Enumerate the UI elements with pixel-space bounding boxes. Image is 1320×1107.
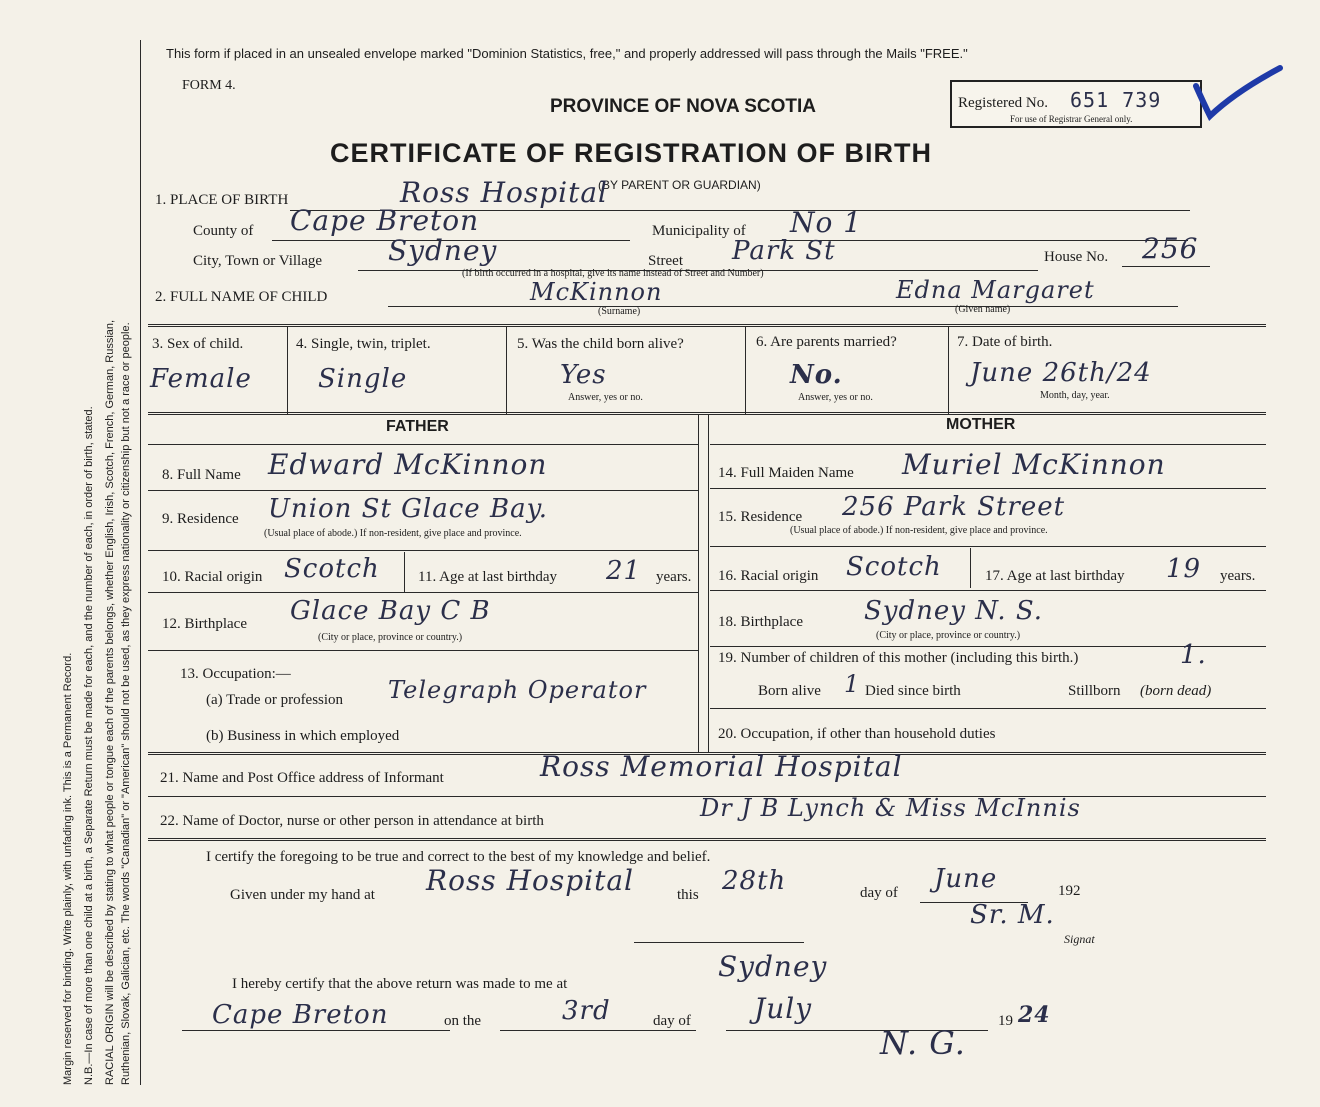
died-since-birth-label: Died since birth [865,683,961,699]
county-value: Cape Breton [290,204,480,237]
mother-residence-label: 15. Residence [718,509,803,525]
registrar-place-value: Sydney [718,950,828,983]
father-trade-label: (a) Trade or profession [206,692,344,708]
signature-label: Signat [1064,932,1095,946]
informant-value: Ross Memorial Hospital [540,750,903,783]
born-alive-value: Yes [560,360,607,390]
registrar-initials: N. G. [880,1024,966,1062]
parents-married-value: No. [790,360,843,390]
stillborn-label: Stillborn [1068,683,1121,699]
mother-birthplace-label: 18. Birthplace [718,614,803,630]
mother-race-value: Scotch [846,552,942,582]
form-number: FORM 4. [182,78,236,93]
registration-box [950,80,1202,128]
cert-year-label: 192 [1058,883,1081,899]
born-alive-caption: Answer, yes or no. [568,392,643,403]
cert-day-of-label: day of [860,885,898,901]
father-race-label: 10. Racial origin [162,569,263,585]
mother-name-label: 14. Full Maiden Name [718,465,854,481]
father-heading: FATHER [386,418,449,435]
municipality-label: Municipality of [652,223,746,239]
mother-age-value: 19 [1166,554,1202,584]
street-label: Street [648,253,683,269]
given-caption: (Given name) [955,304,1011,315]
province-heading: PROVINCE OF NOVA SCOTIA [550,96,817,117]
born-alive-label: 5. Was the child born alive? [517,336,684,352]
margin-note-3: RACIAL ORIGIN will be described by stating to what people or tongue each of the parents belongs, whether English, Irish, Scotch, French, German, Russian, [104,319,116,1085]
house-number-label: House No. [1044,249,1109,265]
mother-children-value: 1. [1180,640,1207,670]
given-place-value: Ross Hospital [426,864,635,897]
signer-value: Sr. M. [970,900,1055,930]
registered-number: 651 739 [1070,88,1162,112]
margin-rule [140,40,141,1085]
mother-name-value: Muriel McKinnon [902,448,1166,481]
mother-years-label: years. [1220,568,1256,584]
mother-occupation-label: 20. Occupation, if other than household duties [718,726,996,742]
father-birthplace-caption: (City or place, province or country.) [318,632,463,643]
cert-this-label: this [677,887,699,903]
plurality-value: Single [318,364,408,394]
mail-notice: This form if placed in an unsealed envelope marked "Dominion Statistics, free," and properly addressed will pass through the Mails "FREE." [166,46,968,61]
city-label: City, Town or Village [193,253,323,269]
house-number-value: 256 [1142,232,1199,265]
mother-residence-value: 256 Park Street [842,492,1066,522]
informant-label: 21. Name and Post Office address of Informant [160,770,444,786]
mother-age-label: 17. Age at last birthday [985,568,1125,584]
father-birthplace-label: 12. Birthplace [162,616,247,632]
father-name-value: Edward McKinnon [268,448,548,481]
certificate-subtitle: (BY PARENT OR GUARDIAN) [598,178,761,192]
registrar-month-value: July [754,992,813,1025]
registrar-county-value: Cape Breton [212,1000,389,1030]
registered-label: Registered No. [958,95,1048,111]
father-age-label: 11. Age at last birthday [418,569,557,585]
stillborn-note: (born dead) [1140,683,1212,699]
registrar-certify-label: I hereby certify that the above return was made to me at [232,976,568,992]
father-occupation-label: 13. Occupation:— [180,666,291,682]
mother-race-label: 16. Racial origin [718,568,819,584]
child-given-name: Edna Margaret [896,276,1095,304]
cert-month-value: June [934,864,998,894]
margin-note-2: N.B.—In case of more than one child at a birth, a Separate Return must be made for each, and the number of each, in order of birth, stated. [83,406,95,1085]
check-mark-icon [1190,64,1285,124]
attendant-label: 22. Name of Doctor, nurse or other person in attendance at birth [160,813,544,829]
certificate-title: CERTIFICATE OF REGISTRATION OF BIRTH [330,138,932,168]
registrar-day-of-label: day of [653,1013,691,1029]
father-birthplace-value: Glace Bay C B [290,596,491,626]
registrar-year-label: 19 [998,1013,1013,1029]
county-label: County of [193,223,254,239]
father-residence-caption: (Usual place of abode.) If non-resident, give place and province. [264,528,522,539]
father-race-value: Scotch [284,554,380,584]
mother-birthplace-value: Sydney N. S. [864,596,1043,626]
mother-birthplace-caption: (City or place, province or country.) [876,630,1021,641]
date-of-birth-value: June 26th/24 [970,358,1152,388]
father-residence-label: 9. Residence [162,511,239,527]
registrar-on-label: on the [444,1013,482,1029]
hospital-note: (If birth occurred in a hospital, give its name instead of Street and Number) [462,268,764,279]
mother-residence-caption: (Usual place of abode.) If non-resident, give place and province. [790,525,1048,536]
father-years-label: years. [656,569,692,585]
father-age-value: 21 [606,556,642,586]
sex-value: Female [150,364,252,394]
parents-married-label: 6. Are parents married? [756,334,897,350]
cert-day-value: 28th [722,866,787,896]
date-of-birth-label: 7. Date of birth. [957,334,1053,350]
registrar-note: For use of Registrar General only. [1010,114,1133,124]
sex-label: 3. Sex of child. [152,336,244,352]
surname-caption: (Surname) [598,306,641,317]
municipality-value: No 1 [790,206,863,239]
registrar-day-value: 3rd [562,996,611,1026]
father-name-label: 8. Full Name [162,467,241,483]
mother-heading: MOTHER [946,416,1016,433]
date-of-birth-caption: Month, day, year. [1040,390,1110,401]
certify-statement: I certify the foregoing to be true and correct to the best of my knowledge and belief. [206,849,711,865]
father-residence-value: Union St Glace Bay. [268,494,549,524]
margin-note-4: Ruthenian, Slovak, Galician, etc. The words "Canadian" or "American" should not be used, as they express nationality or citizenship but not a race or people. [120,322,132,1085]
born-alive-count-label: Born alive [758,683,821,699]
born-alive-count-value: 1 [844,670,861,698]
child-name-label: 2. FULL NAME OF CHILD [155,289,328,305]
mother-children-label: 19. Number of children of this mother (including this birth.) [718,650,1079,666]
parents-married-caption: Answer, yes or no. [798,392,873,403]
street-value: Park St [732,236,836,266]
attendant-value: Dr J B Lynch & Miss McInnis [700,794,1081,822]
city-value: Sydney [388,234,498,267]
father-trade-value: Telegraph Operator [388,676,647,704]
child-surname: McKinnon [530,278,663,306]
margin-note-1: Margin reserved for binding. Write plainly, with unfading ink. This is a Permanent Record. [62,652,74,1085]
given-under-label: Given under my hand at [230,887,375,903]
place-of-birth-label: 1. PLACE OF BIRTH [155,192,289,208]
place-of-birth-value: Ross Hospital [400,176,609,209]
plurality-label: 4. Single, twin, triplet. [296,336,431,352]
father-business-label: (b) Business in which employed [206,728,400,744]
registrar-year-value: 24 [1018,1002,1051,1028]
